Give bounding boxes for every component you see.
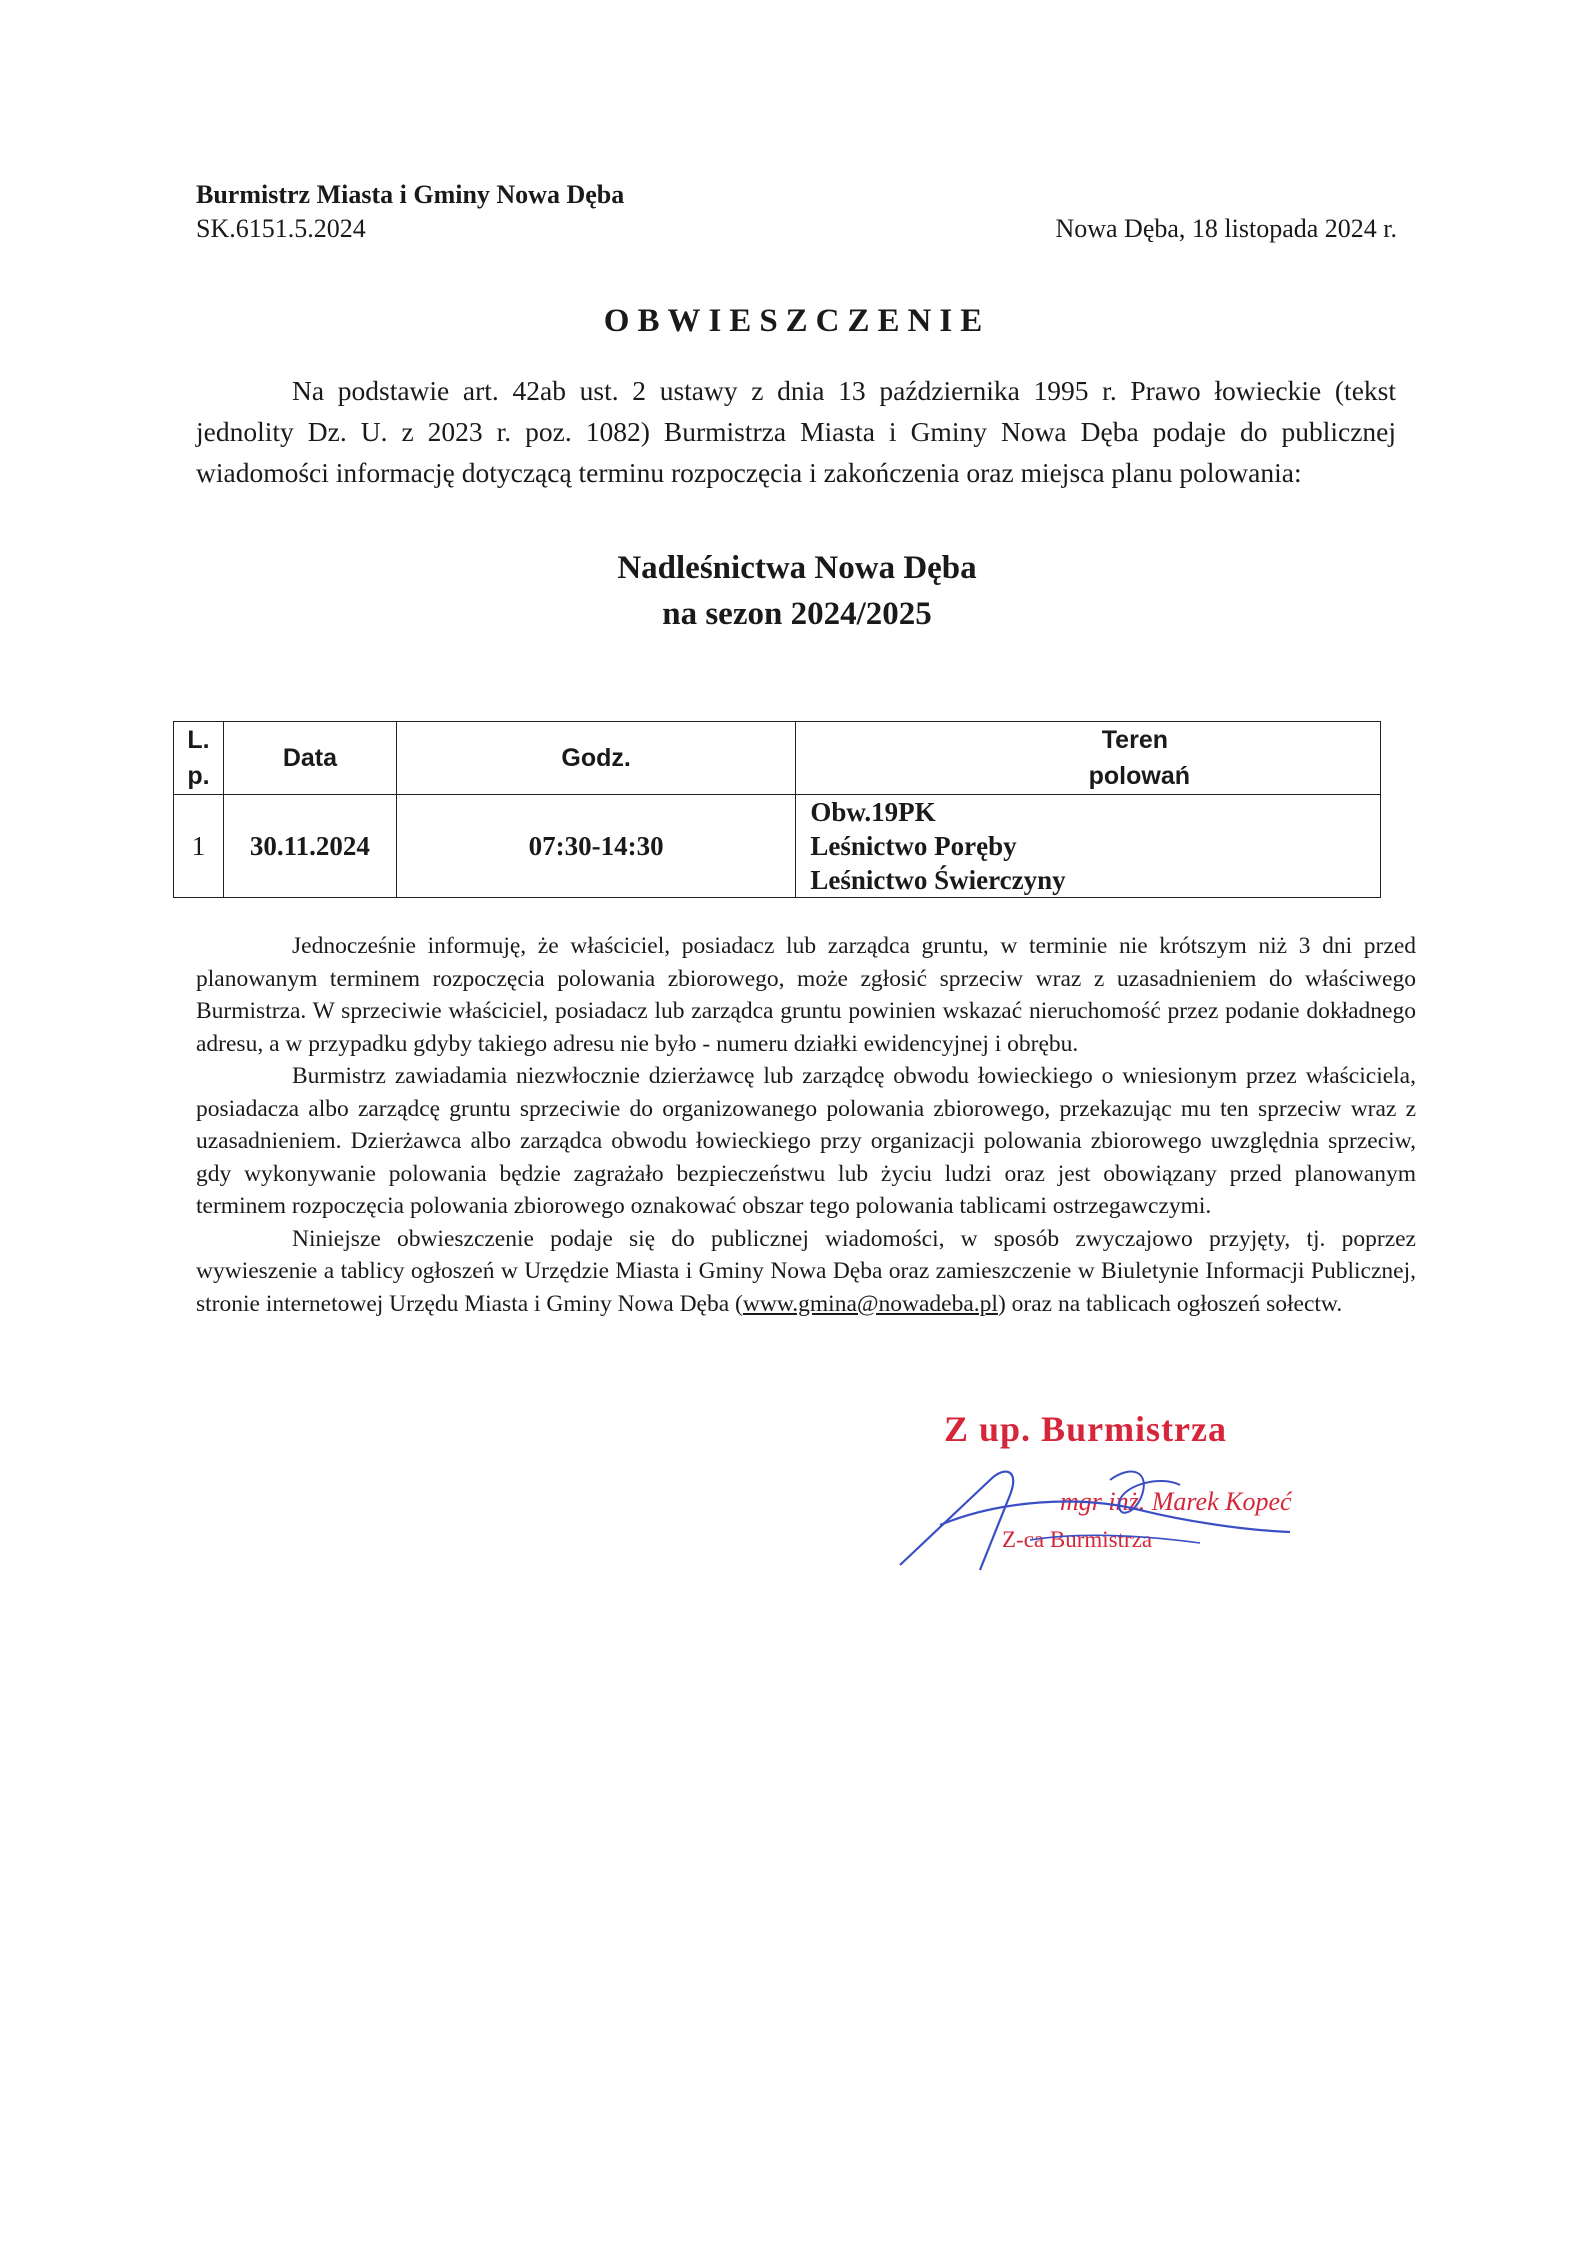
body-text xyxy=(196,930,1416,1320)
header-lp xyxy=(174,722,224,795)
cell-area xyxy=(796,795,1381,898)
hunting-schedule-table xyxy=(173,721,1381,898)
stamp-signer-role: Z-ca Burmistrza xyxy=(1002,1527,1153,1552)
header-lp-line1: L. xyxy=(187,726,210,754)
header-time: Godz. xyxy=(396,722,796,795)
website-link[interactable]: www.gmina@nowadeba.pl xyxy=(742,1290,998,1317)
season: na sezon 2024/2025 xyxy=(662,596,932,632)
header-area xyxy=(796,722,1381,795)
publication-text-end: ) oraz na tablicach ogłoszeń sołectw. xyxy=(997,1290,1343,1317)
reference-number: SK.6151.5.2024 xyxy=(196,214,366,243)
area-hunting-district: Obw.19PK xyxy=(810,797,936,827)
document-title: OBWIESZCZENIE xyxy=(603,303,991,339)
table-row xyxy=(174,795,1381,898)
forestry-name: Nadleśnictwa Nowa Dęba xyxy=(617,550,977,586)
header-lp-line2: p. xyxy=(187,762,210,790)
stamp-authorization: Z up. Burmistrza xyxy=(944,1409,1228,1449)
header-date: Data xyxy=(223,722,396,795)
place-and-date: Nowa Dęba, 18 listopada 2024 r. xyxy=(1055,214,1397,243)
paragraph-objection-right: Jednocześnie informuję, że właściciel, posiadacz lub zarządca gruntu, w terminie nie krótszym niż 3 dni przed planowanym terminem rozpoczęcia polowania zbiorowego, może zgłosić sprzeciw wraz z uzasadnieniem do właściwego Burmistrza. W sprzeciwie właściciel, posiadacz lub zarządca gruntu powinien wskazać nieruchomość przez podanie dokładnego adresu, a w przypadku gdyby takiego adresu nie było - numeru działki ewidencyjnej i obrębu. xyxy=(196,933,1416,1057)
table-header-row xyxy=(174,722,1381,795)
header-area-line1: Teren xyxy=(1101,726,1168,754)
paragraph-notification: Burmistrz zawiadamia niezwłocznie dzierżawcę lub zarządcę obwodu łowieckiego o wniesionym przez właściciela, posiadacza albo zarządcę gruntu sprzeciwie do organizowanego polowania zbiorowego, przekazując mu ten sprzeciw wraz z uzasadnieniem. Dzierżawca albo zarządca obwodu łowieckiego przy organizacji polowania zbiorowego uwzględnia sprzeciw, gdy wykonywanie polowania będzie zagrażało bezpieczeństwu lub życiu ludzi oraz jest obowiązany przed planowanym terminem rozpoczęcia polowania zbiorowego oznakować obszar tego polowania tablicami ostrzegawczymi. xyxy=(196,1063,1416,1219)
header-area-line2: polowań xyxy=(1088,762,1190,790)
cell-lp: 1 xyxy=(174,795,224,898)
publication-text-start: Niniejsze obwieszczenie podaje się do publicznej wiadomości, w sposób zwyczajowo przyjęty, tj. poprzez wywieszenie a tablicy ogłoszeń w Urzędzie Miasta i Gminy Nowa Dęba oraz zamieszczenie w Biuletynie Informacji Publicznej, stronie internetowej Urzędu Miasta i Gminy Nowa Dęba ( xyxy=(196,1225,1416,1317)
paragraph-publication xyxy=(196,1223,1416,1321)
area-forest-district-2: Leśnictwo Świerczyny xyxy=(810,865,1066,895)
handwritten-signature xyxy=(880,1440,1300,1580)
area-forest-district-1: Leśnictwo Poręby xyxy=(810,831,1017,861)
stamp-signer-name: mgr inż. Marek Kopeć xyxy=(1060,1487,1292,1516)
intro-paragraph: Na podstawie art. 42ab ust. 2 ustawy z dnia 13 października 1995 r. Prawo łowieckie (tekst jednolity Dz. U. z 2023 r. poz. 1082) Burmistrza Miasta i Gminy Nowa Dęba podaje do publicznej wiadomości informację dotyczącą terminu rozpoczęcia i zakończenia oraz miejsca planu polowania: xyxy=(196,375,1396,488)
cell-time: 07:30-14:30 xyxy=(396,795,796,898)
issuing-authority: Burmistrz Miasta i Gminy Nowa Dęba xyxy=(196,180,625,209)
cell-date: 30.11.2024 xyxy=(223,795,396,898)
